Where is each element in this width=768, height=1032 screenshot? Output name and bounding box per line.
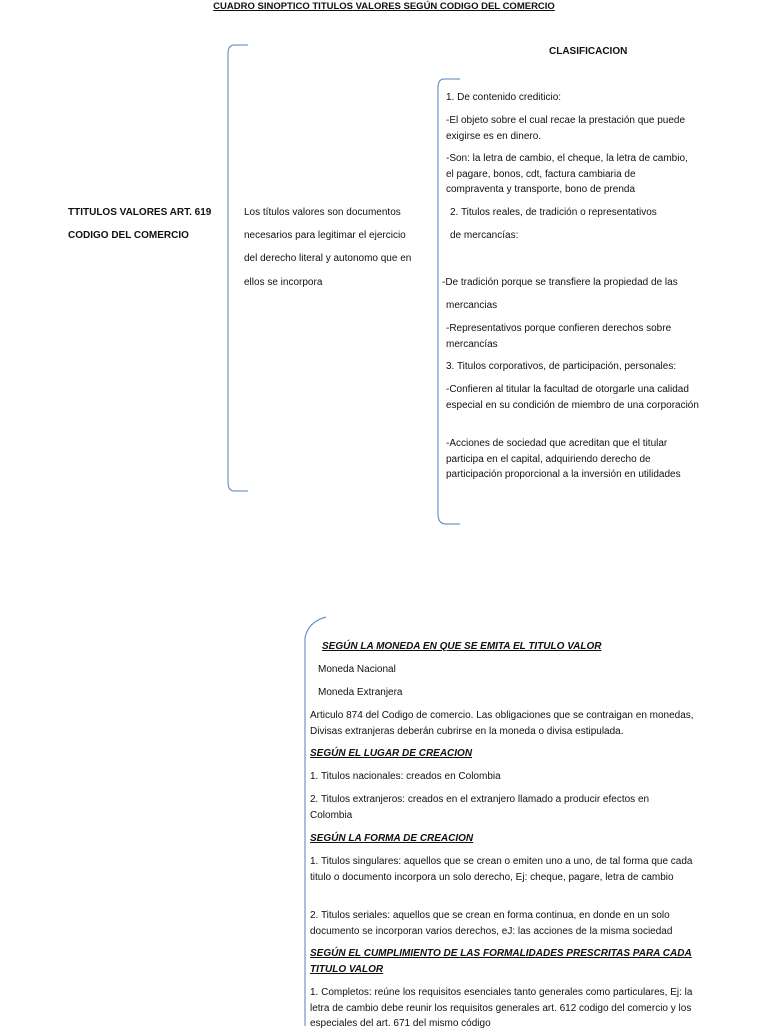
- brace-1: [224, 44, 250, 494]
- currency-article-874: Articulo 874 del Codigo de comercio. Las obligaciones que se contraigan en monedas, Divisas extranjeras deberán cubrirse en la moneda o divisa estipulada.: [310, 710, 694, 737]
- form-serial: 2. Titulos seriales: aquellos que se crean en forma continua, en donde en un solo documento se incorporan varios derechos, eJ: las acciones de la misma sociedad: [310, 910, 673, 937]
- definition-line-3: del derecho literal y autonomo que en: [244, 253, 412, 264]
- definition-line-4: ellos se incorpora: [244, 277, 323, 288]
- section-currency-heading: SEGÚN LA MONEDA EN QUE SE EMITA EL TITULO VALOR: [322, 641, 602, 652]
- classification-heading: CLASIFICACION: [549, 46, 628, 57]
- class-item-2-tradition-line-1: -De tradición porque se transfiere la propiedad de las: [442, 277, 678, 288]
- formalities-complete: 1. Completos: reúne los requisitos esenciales tanto generales como particulares, Ej: la letra de cambio debe reunir los requisitos generales art. 612 codigo del comercio y los especiales del art. 671 del mismo código: [310, 987, 693, 1029]
- section-place-heading: SEGÚN EL LUGAR DE CREACION: [310, 748, 473, 759]
- definition-line-1: Los títulos valores son documentos: [244, 207, 401, 218]
- place-national: 1. Titulos nacionales: creados en Colombia: [310, 771, 501, 782]
- class-item-2-tradition-line-2: mercancias: [446, 300, 498, 311]
- left-title-line-1: TTITULOS VALORES ART. 619: [68, 207, 212, 218]
- place-foreign: 2. Titulos extranjeros: creados en el extranjero llamado a producir efectos en Colombia: [310, 794, 650, 821]
- document-title: CUADRO SINOPTICO TITULOS VALORES SEGÚN CODIGO DEL COMERCIO: [213, 1, 555, 12]
- class-item-1: 1. De contenido crediticio:: [446, 92, 562, 103]
- class-item-3: 3. Titulos corporativos, de participación, personales:: [446, 361, 677, 372]
- class-item-3-shares: -Acciones de sociedad que acreditan que el titular participa en el capital, adquiriendo derecho de participación proporcional a la inversión en utilidades: [446, 438, 681, 480]
- class-item-1-object: -El objeto sobre el cual recae la prestación que puede exigirse es en dinero.: [446, 115, 686, 142]
- class-item-3-confer: -Confieren al titular la facultad de otorgarle una calidad especial en su condición de miembro de una corporación: [446, 384, 699, 411]
- class-item-1-examples: -Son: la letra de cambio, el cheque, la letra de cambio, el pagare, bonos, cdt, factura cambiaria de compraventa y transporte, bono de prenda: [446, 153, 688, 195]
- left-title-line-2: CODIGO DEL COMERCIO: [68, 230, 189, 241]
- currency-foreign: Moneda Extranjera: [318, 687, 403, 698]
- definition-line-2: necesarios para legitimar el ejercicio: [244, 230, 406, 241]
- class-item-2-representative: -Representativos porque confieren derechos sobre mercancías: [446, 323, 672, 350]
- section-formalities-heading: SEGÚN EL CUMPLIMIENTO DE LAS FORMALIDADES PRESCRITAS PARA CADA TITULO VALOR: [310, 948, 692, 975]
- form-singular: 1. Titulos singulares: aquellos que se crean o emiten uno a uno, de tal forma que cada titulo o documento incorpora un solo derecho, Ej: cheque, pagare, letra de cambio: [310, 856, 693, 883]
- section-form-heading: SEGÚN LA FORMA DE CREACION: [310, 833, 474, 844]
- class-item-2-line-2: de mercancías:: [450, 230, 519, 241]
- class-item-2-line-1: 2. Titulos reales, de tradición o representativos: [450, 207, 657, 218]
- currency-national: Moneda Nacional: [318, 664, 396, 675]
